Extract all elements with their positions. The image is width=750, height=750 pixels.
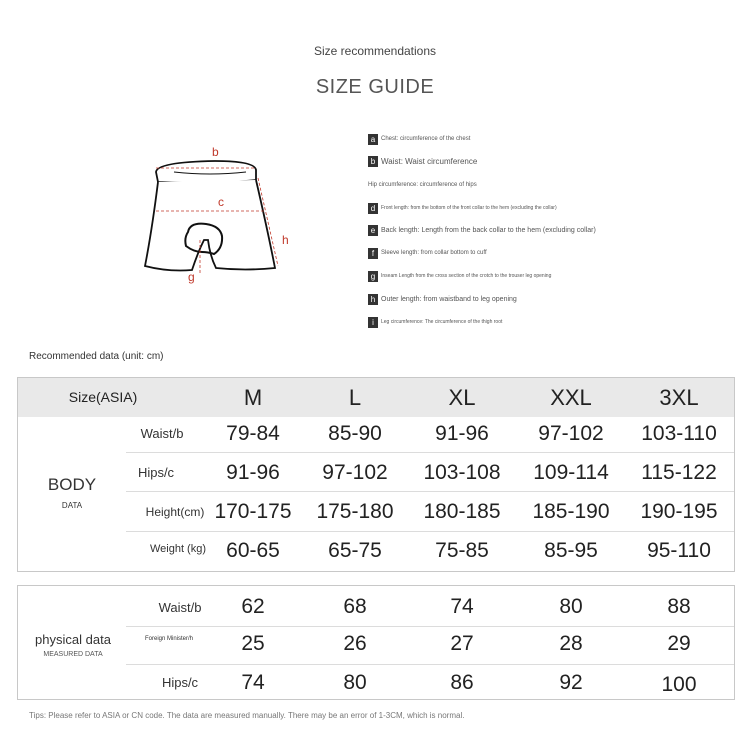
legend-item-g: [368, 269, 551, 283]
size-header-xl: XL: [448, 385, 476, 410]
legend-item-b: [368, 154, 477, 168]
recommended-data-label: Recommended data (unit: cm): [29, 351, 164, 362]
table-cell: 100: [661, 673, 697, 696]
table-cell: 28: [559, 632, 583, 655]
table-cell: 109-114: [533, 461, 609, 484]
table-cell: 80: [559, 595, 583, 618]
legend-letter: d: [368, 203, 378, 214]
physical-data-table: [17, 585, 735, 700]
tips-note: Tips: Please refer to ASIA or CN code. The data are measured manually. There may be an error of 1-3CM, which is normal.: [29, 711, 465, 720]
table-cell: 85-90: [328, 422, 382, 445]
legend-item-hip: [368, 178, 477, 192]
row-label: Foreign Minister/h: [144, 636, 194, 642]
table-header: [18, 378, 734, 417]
body-data-subtitle: DATA: [61, 501, 83, 510]
legend-text: Leg circumference: The circumference of the thigh root: [381, 319, 503, 325]
legend-text: Chest: circumference of the chest: [381, 136, 471, 142]
diagram-label-c: c: [218, 195, 224, 209]
row-divider: [126, 531, 734, 532]
table-cell: 95-110: [647, 539, 711, 562]
legend-letter: f: [368, 248, 378, 259]
table-cell: 185-190: [532, 500, 610, 523]
table-cell: 62: [241, 595, 265, 618]
row-divider: [126, 626, 734, 627]
row-label: Waist/b: [140, 426, 184, 441]
physical-data-title: physical data: [35, 632, 111, 647]
legend-text: Outer length: from waistband to leg opening: [381, 295, 517, 303]
legend-item-e: [368, 223, 596, 237]
table-cell: 170-175: [214, 500, 292, 523]
row-label: Hips/c: [161, 675, 199, 690]
legend-item-h: [368, 292, 517, 306]
row-label: Height(cm): [145, 505, 205, 519]
table-cell: 97-102: [322, 461, 388, 484]
table-cell: 92: [559, 671, 583, 694]
legend-letter: a: [368, 134, 378, 145]
table-cell: 180-185: [423, 500, 501, 523]
table-cell: 91-96: [435, 422, 489, 445]
table-cell: 60-65: [226, 539, 280, 562]
row-divider: [126, 664, 734, 665]
body-data-title: BODY: [47, 475, 97, 494]
legend-letter: e: [368, 225, 378, 236]
legend-letter: g: [368, 271, 378, 282]
legend-item-a: [368, 132, 470, 146]
legend-item-d: [368, 201, 557, 215]
table-cell: 27: [450, 632, 474, 655]
table-cell: 190-195: [640, 500, 718, 523]
row-label: Waist/b: [158, 600, 202, 615]
legend-letter: b: [368, 156, 378, 167]
size-header-3xl: 3XL: [659, 385, 699, 410]
legend-text: Front length: from the bottom of the front collar to the hem (excluding the collar): [381, 205, 557, 211]
size-header-xxl: XXL: [550, 385, 592, 410]
legend-text: Hip circumference: circumference of hips: [368, 182, 477, 188]
size-column-header: Size(ASIA): [68, 389, 138, 405]
table-cell: 86: [450, 671, 474, 694]
physical-data-subtitle: MEASURED DATA: [43, 651, 103, 658]
table-cell: 175-180: [316, 500, 394, 523]
table-cell: 75-85: [435, 539, 489, 562]
page-title: SIZE GUIDE: [315, 76, 435, 98]
legend-text: Sleeve length: from collar bottom to cuff: [381, 250, 487, 256]
table-cell: 74: [450, 595, 474, 618]
row-divider: [126, 491, 734, 492]
table-cell: 85-95: [544, 539, 598, 562]
table-cell: 26: [343, 632, 367, 655]
diagram-label-b: b: [212, 145, 219, 159]
row-divider: [126, 452, 734, 453]
legend-item-f: [368, 246, 487, 260]
subtitle: Size recommendations: [313, 44, 437, 58]
size-header-l: L: [348, 385, 362, 410]
table-cell: 25: [241, 632, 265, 655]
table-cell: 68: [343, 595, 367, 618]
table-cell: 74: [241, 671, 265, 694]
table-cell: 115-122: [641, 461, 717, 484]
table-cell: 29: [667, 632, 691, 655]
diagram-label-h: h: [282, 233, 289, 247]
legend-item-i: [368, 315, 502, 329]
size-header-m: M: [243, 385, 263, 410]
table-cell: 91-96: [226, 461, 280, 484]
row-label: Hips/c: [137, 465, 175, 480]
legend-letter: h: [368, 294, 378, 305]
legend-text: Inseam Length from the cross section of the crotch to the trouser leg opening: [381, 273, 552, 279]
table-cell: 79-84: [226, 422, 280, 445]
diagram-label-g: g: [188, 270, 195, 284]
waistband-outline: [156, 161, 256, 183]
table-cell: 97-102: [538, 422, 604, 445]
body-data-table: [17, 377, 735, 572]
table-cell: 103-108: [423, 461, 501, 484]
table-cell: 88: [667, 595, 691, 618]
table-cell: 103-110: [641, 422, 717, 445]
shorts-diagram: [130, 140, 310, 290]
legend-text: Waist: Waist circumference: [381, 156, 478, 166]
table-cell: 65-75: [328, 539, 382, 562]
legend-text: Back length: Length from the back collar to the hem (excluding collar): [381, 226, 596, 234]
row-label: Weight (kg): [149, 543, 207, 555]
legend-letter: i: [368, 317, 378, 328]
table-cell: 80: [343, 671, 367, 694]
